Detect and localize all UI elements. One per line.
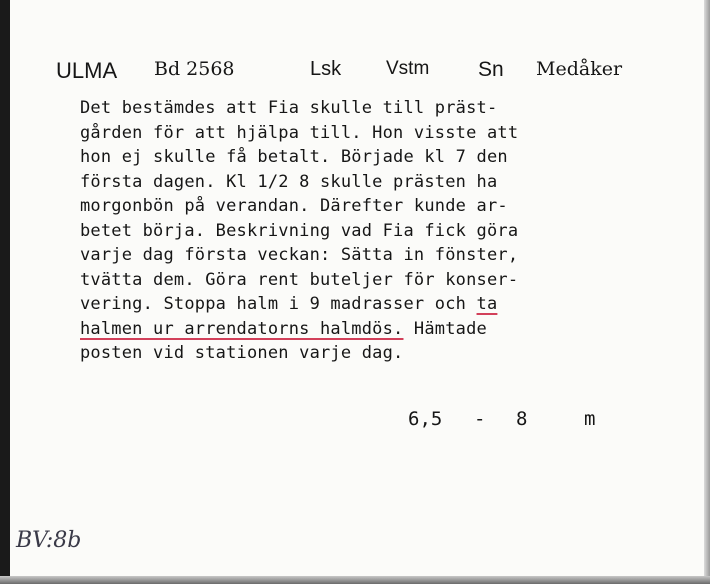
text-line-9-underlined: ta <box>476 294 498 314</box>
handwritten-signature: BV:8b <box>16 528 82 553</box>
parish-name: Medåker <box>536 58 623 80</box>
footer-value-a: 6,5 <box>408 408 443 430</box>
card-left-edge <box>0 0 10 584</box>
record-number: Bd 2568 <box>154 58 235 80</box>
text-line-3: hon ej skulle få betalt. Började kl 7 den <box>80 147 508 167</box>
text-line-10-underlined: halmen ur arrendatorns halmdös. <box>80 318 404 339</box>
card-right-edge <box>704 0 710 584</box>
socken-label: Sn <box>478 58 504 81</box>
text-line-5: morgonbön på verandan. Därefter kunde ar- <box>80 196 508 216</box>
text-line-4: första dagen. Kl 1/2 8 skulle prästen ha <box>80 171 498 192</box>
text-line-1: Det bestämdes att Fia skulle till präst- <box>80 98 498 118</box>
card-header <box>56 58 656 88</box>
text-line-10 <box>80 317 680 342</box>
landskap-label: Lsk <box>310 58 342 80</box>
text-line-9-main: vering. Stoppa halm i 9 madrasser och <box>80 294 477 314</box>
footer-unit: m <box>584 408 596 430</box>
footer-value-b: 8 <box>516 408 528 430</box>
card-body-text <box>80 96 680 366</box>
footer-reference <box>408 408 628 434</box>
footer-dash: - <box>474 408 486 430</box>
text-line-10-tail: Hämtade <box>403 318 487 339</box>
text-line-9 <box>80 292 680 317</box>
text-line-8: tvätta dem. Göra rent buteljer för konser- <box>80 269 519 290</box>
text-line-2: gården för att hjälpa till. Hon visste att <box>80 122 519 143</box>
text-line-11: posten vid stationen varje dag. <box>80 343 404 363</box>
text-line-7: varje dag första veckan: Sätta in fönster, <box>80 245 519 265</box>
county-label: Vstm <box>386 58 430 79</box>
text-line-6: betet börja. Beskrivning vad Fia fick göra <box>80 220 519 241</box>
card-bottom-edge <box>0 576 710 584</box>
archive-code: ULMA <box>56 58 118 83</box>
